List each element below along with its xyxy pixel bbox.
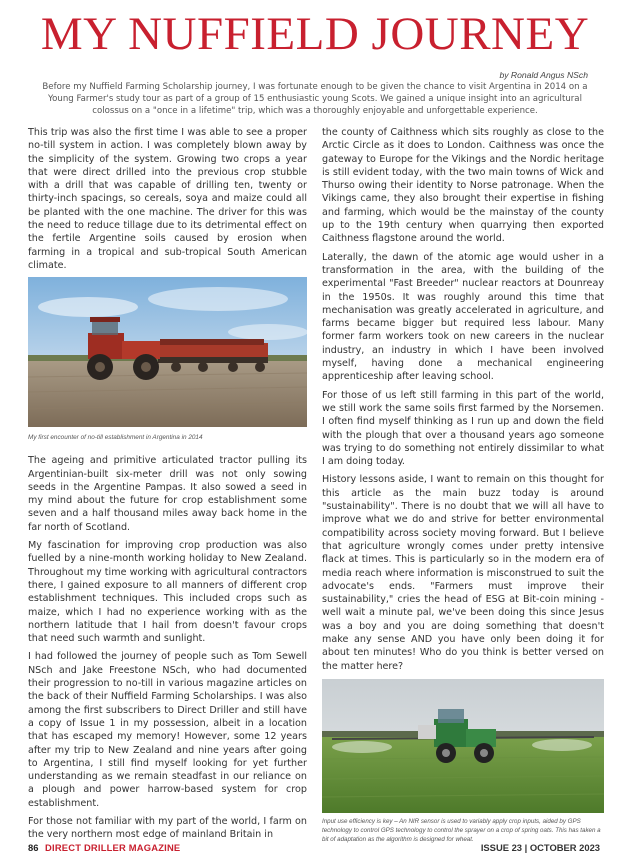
magazine-name: DIRECT DRILLER MAGAZINE <box>45 842 181 853</box>
right-paragraph-2: Laterally, the dawn of the atomic age would usher in a transformation in the area, with the building of the experimental "Fast Breeder" nuclear reactors at Dounreay in the 1950s. It was roughly around this time that mechanisation was greatly accelerated in agriculture, and farms became bigger but required less labour. Many former farm workers took on new careers in the nuclear industry, an industry in which I have been involved myself, having done a mechanical engineering apprenticeship after leaving school. <box>322 251 604 383</box>
sprayer-photo <box>322 679 604 813</box>
intro-paragraph: Before my Nuffield Farming Scholarship journey, I was fortunate enough to be given the chance to visit Argentina in 2014 on a Young Farmer's study tour as part of a group of 15 enthusiastic young Scots. We gained a unique insight into an agricultural colossus on a "once in a lifetime" trip, which was a thoroughly enjoyable and unforgettable experience. <box>42 82 588 116</box>
left-paragraph-5: For those not familiar with my part of the world, I farm on the very northern most edge of mainland Britain in <box>28 815 307 841</box>
left-column <box>28 126 307 847</box>
byline: by Ronald Angus NSch <box>499 70 588 80</box>
left-paragraph-4: I had followed the journey of people such as Tom Sewell NSch and Jake Freestone NSch, who had documented their progression to no-till in various magazine articles on the back of their Nuffield Farming Scholarships. I was also among the first subscribers to Direct Driller and still have a copy of Issue 1 in my possession, albeit in a location that has escaped my memory! However, some 12 years after my trip to New Zealand and nine years after going to Argentina, I still find myself looking for yet further understanding as we remain steadfast in our reliance on a plough and power harrow-based system for crop establishment. <box>28 651 307 809</box>
footer-left <box>28 842 180 853</box>
right-column <box>322 126 604 844</box>
left-paragraph-2: The ageing and primitive articulated tractor pulling its Argentinian-built six-meter drill was not only sowing seeds in the Argentine Pampas. It also sowed a seed in my mind about the future for crop establishment some seven and a half thousand miles away back home in the far north of Scotland. <box>28 455 307 533</box>
page-footer <box>0 836 630 858</box>
left-paragraph-3: My fascination for improving crop production was also fuelled by a nine-month working holiday to New Zealand. Throughout my time working with agricultural contractors there, I gained exposure to all manners of different crop establishment techniques. This included crops such as maize, which I had no experience working with as the northern latitude that I hail from doesn't favour crops that need such warmth and sunlight. <box>28 540 307 645</box>
page-title: MY NUFFIELD JOURNEY <box>40 8 590 60</box>
right-paragraph-3: For those of us left still farming in this part of the world, we still work the same soils first farmed by the Norsemen. I often find myself thinking as I run up and down the field with the plough that over a thousand years ago someone was trying to do something not entirely dissimilar to what I am doing today. <box>322 389 604 468</box>
page-number: 86 <box>28 842 39 853</box>
right-paragraph-1: the county of Caithness which sits roughly as close to the Arctic Circle as it does to London. Caithness was once the gateway to Europe for the Vikings and the Nordic heritage is still evident today, with the two main towns of Wick and Thurso owing their identity to Norse patronage. When the Vikings came, they also brought their expertise in fishing and farming, which would be the mainstay of the county up to the 19th century when quarrying then exported Caithness flagstone around the world. <box>322 127 604 245</box>
tractor-drill-photo <box>28 277 307 427</box>
left-paragraph-1: This trip was also the first time I was able to see a proper no-till system in action. I was completely blown away by the simplicity of the system. Growing two crops a year that were direct drilled into the previous crop stubble with a drill that was capable of drilling ten, twenty or thirty-inch spacings, so cereals, soya and maize could all be planted with the one machine. The driver for this was the need to reduce tillage due to its detrimental effect on the fertile Argentine soils caused by erosion when farming in a tropical and sub-tropical South American climate. <box>28 127 307 271</box>
right-paragraph-4: History lessons aside, I want to remain on this thought for this article as the main buzz today is around "sustainability". There is no doubt that we will all have to improve what we do and strive for better environmental compatibility across society moving forward. But I believe that agriculture wrongly comes under pretty intensive flack at times. This is particularly so in the modern era of media reach where information is misconstrued to suit the advocate's ends. "Farmers must improve their sustainability," cries the head of ESG at Bit-coin mining - well wait a minute pal, we've been doing this since Jesus was a boy and you are doing something that doesn't make any sense AND you have only been doing it for about ten minutes! Who do you think is better versed on the matter here? <box>322 474 604 672</box>
issue-date: ISSUE 23 | OCTOBER 2023 <box>480 842 600 853</box>
photo-caption-left: My first encounter of no-till establishment in Argentina in 2014 <box>28 434 203 442</box>
photo-caption-right: Input use efficiency is key – An NIR sensor is used to variably apply crop inputs, aided by GPS technology to control GPS technology to control the sprayer on a crop of spring oats. This has taken a bit of adaptation as the algorithm is designed for wheat. <box>322 817 601 843</box>
